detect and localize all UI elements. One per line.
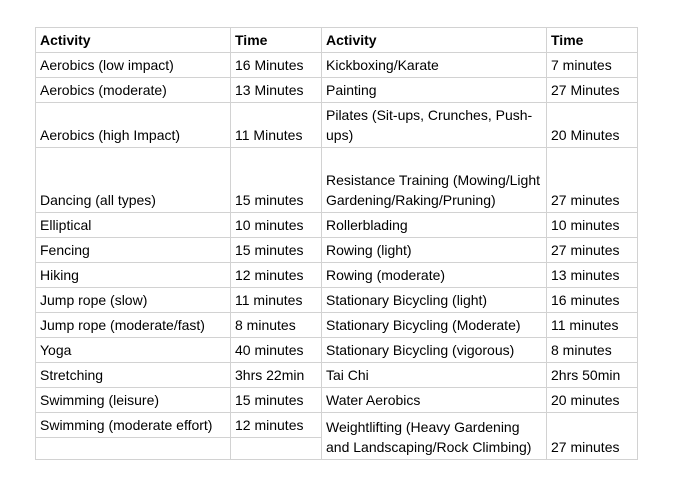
table-row xyxy=(36,213,638,238)
table-cell: 13 Minutes xyxy=(231,78,322,103)
table-row xyxy=(36,413,638,438)
table-cell: 27 minutes xyxy=(547,413,638,460)
table-row xyxy=(36,53,638,78)
table-cell: 15 minutes xyxy=(231,238,322,263)
table-cell: Aerobics (moderate) xyxy=(36,78,231,103)
table-cell: 7 minutes xyxy=(547,53,638,78)
table-cell: 8 minutes xyxy=(547,338,638,363)
table-cell: Stretching xyxy=(36,363,231,388)
table-cell: Tai Chi xyxy=(322,363,547,388)
table-cell: Fencing xyxy=(36,238,231,263)
table-cell: Elliptical xyxy=(36,213,231,238)
table-cell: Dancing (all types) xyxy=(36,148,231,213)
table-cell: Swimming (moderate effort) xyxy=(36,413,231,438)
table-cell: Stationary Bicycling (vigorous) xyxy=(322,338,547,363)
table-cell: 2hrs 50min xyxy=(547,363,638,388)
table-cell: Weightlifting (Heavy Gardening and Landscaping/Rock Climbing) xyxy=(322,413,547,460)
table-row xyxy=(36,363,638,388)
table-cell: 15 minutes xyxy=(231,148,322,213)
table-row xyxy=(36,78,638,103)
table-cell: 12 minutes xyxy=(231,263,322,288)
table-cell: Aerobics (low impact) xyxy=(36,53,231,78)
table-cell: Aerobics (high Impact) xyxy=(36,103,231,148)
table-cell: 12 minutes xyxy=(231,413,322,438)
table-cell: Yoga xyxy=(36,338,231,363)
table-row xyxy=(36,148,638,213)
table-cell: 15 minutes xyxy=(231,388,322,413)
table-cell: 11 minutes xyxy=(231,288,322,313)
table-cell: Jump rope (moderate/fast) xyxy=(36,313,231,338)
header-cell-activity: Activity xyxy=(322,28,547,53)
table-cell: 20 Minutes xyxy=(547,103,638,148)
table-cell: Swimming (leisure) xyxy=(36,388,231,413)
table-cell: Rowing (moderate) xyxy=(322,263,547,288)
table-row xyxy=(36,313,638,338)
header-cell-activity: Activity xyxy=(36,28,231,53)
table-cell: 13 minutes xyxy=(547,263,638,288)
table-row xyxy=(36,388,638,413)
table-cell: Rollerblading xyxy=(322,213,547,238)
table-cell: 40 minutes xyxy=(231,338,322,363)
header-cell-time: Time xyxy=(547,28,638,53)
table-cell: Hiking xyxy=(36,263,231,288)
table-cell: Rowing (light) xyxy=(322,238,547,263)
table-cell: 10 minutes xyxy=(231,213,322,238)
table-row xyxy=(36,103,638,148)
table-cell: Water Aerobics xyxy=(322,388,547,413)
activity-time-table xyxy=(35,27,638,460)
table-row xyxy=(36,238,638,263)
table-cell: Jump rope (slow) xyxy=(36,288,231,313)
table-row xyxy=(36,263,638,288)
table-cell: Stationary Bicycling (light) xyxy=(322,288,547,313)
header-cell-time: Time xyxy=(231,28,322,53)
table-cell: Kickboxing/Karate xyxy=(322,53,547,78)
table-cell: Stationary Bicycling (Moderate) xyxy=(322,313,547,338)
table-cell: 20 minutes xyxy=(547,388,638,413)
table-row xyxy=(36,338,638,363)
table-cell: 3hrs 22min xyxy=(231,363,322,388)
table-cell: 27 Minutes xyxy=(547,78,638,103)
table-cell: 11 Minutes xyxy=(231,103,322,148)
table-cell: 8 minutes xyxy=(231,313,322,338)
table-header-row xyxy=(36,28,638,53)
table-cell: 16 minutes xyxy=(547,288,638,313)
table-cell: 11 minutes xyxy=(547,313,638,338)
table-cell: 16 Minutes xyxy=(231,53,322,78)
table-row xyxy=(36,288,638,313)
table-cell: 10 minutes xyxy=(547,213,638,238)
table-cell: 27 minutes xyxy=(547,238,638,263)
table-cell: Resistance Training (Mowing/Light Gardening/Raking/Pruning) xyxy=(322,148,547,213)
table-cell xyxy=(36,438,231,460)
table-cell xyxy=(231,438,322,460)
table-cell: Painting xyxy=(322,78,547,103)
table-cell: 27 minutes xyxy=(547,148,638,213)
table-cell: Pilates (Sit-ups, Crunches, Push-ups) xyxy=(322,103,547,148)
